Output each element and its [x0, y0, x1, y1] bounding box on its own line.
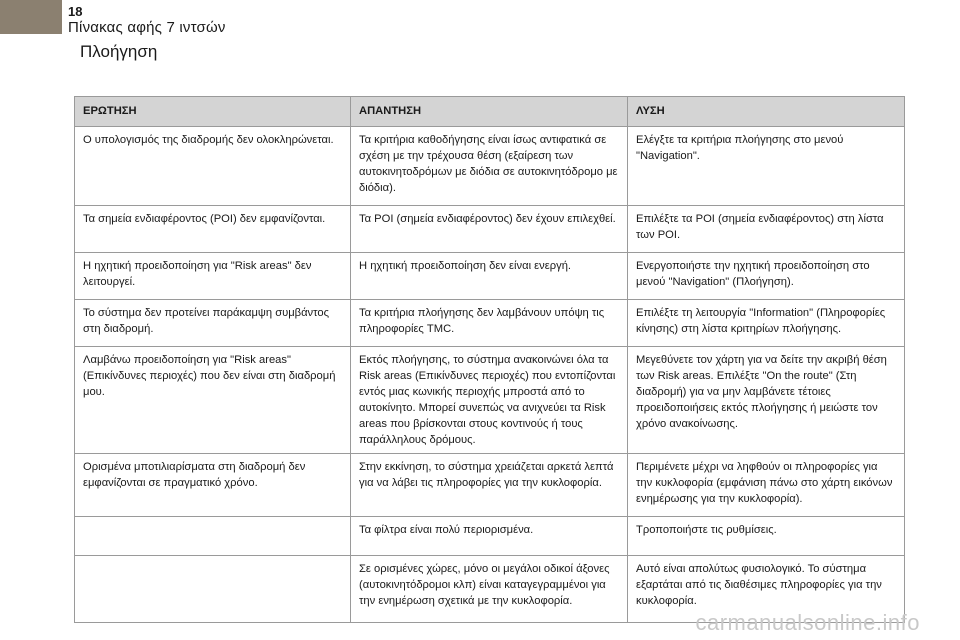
faq-table-container: [74, 96, 904, 623]
question-cell: Ο υπολογισμός της διαδρομής δεν ολοκληρώνεται.: [75, 127, 351, 206]
chapter-color-block: [0, 0, 62, 34]
table-row: [75, 127, 905, 206]
question-cell: Τα σημεία ενδιαφέροντος (POI) δεν εμφανίζονται.: [75, 206, 351, 253]
section-title: Πλοήγηση: [80, 42, 158, 61]
question-cell: Το σύστημα δεν προτείνει παράκαμψη συμβάντος στη διαδρομή.: [75, 300, 351, 347]
table-header-row: [75, 97, 905, 127]
table-row: [75, 253, 905, 300]
question-cell: [75, 556, 351, 623]
watermark: carmanualsonline.info: [695, 610, 920, 635]
column-header-solution: ΛΥΣΗ: [628, 97, 905, 127]
faq-table: [74, 96, 905, 623]
solution-cell: Τροποποιήστε τις ρυθμίσεις.: [628, 517, 905, 556]
answer-cell: Τα κριτήρια πλοήγησης δεν λαμβάνουν υπόψη τις πληροφορίες TMC.: [351, 300, 628, 347]
column-header-answer: ΑΠΑΝΤΗΣΗ: [351, 97, 628, 127]
chapter-title: Πίνακας αφής 7 ιντσών: [68, 19, 226, 36]
question-cell: Λαμβάνω προειδοποίηση για "Risk areas" (Επικίνδυνες περιοχές) που δεν είναι στη διαδρομή μου.: [75, 347, 351, 454]
question-cell: Η ηχητική προειδοποίηση για "Risk areas" δεν λειτουργεί.: [75, 253, 351, 300]
question-cell: [75, 517, 351, 556]
answer-cell: Τα κριτήρια καθοδήγησης είναι ίσως αντιφατικά σε σχέση με την τρέχουσα θέση (εξαίρεση των αυτοκινητοδρόμων με διόδια σε αυτοκινητόδρομο με διόδια).: [351, 127, 628, 206]
solution-cell: Περιμένετε μέχρι να ληφθούν οι πληροφορίες για την κυκλοφορία (εμφάνιση πάνω στο χάρτη εικόνων ενημέρωσης για την κυκλοφορία).: [628, 454, 905, 517]
table-row: [75, 517, 905, 556]
solution-cell: Ελέγξτε τα κριτήρια πλοήγησης στο μενού "Navigation".: [628, 127, 905, 206]
table-row: [75, 300, 905, 347]
page-number: 18: [68, 4, 83, 19]
column-header-question: ΕΡΩΤΗΣΗ: [75, 97, 351, 127]
solution-cell: Αυτό είναι απολύτως φυσιολογικό. Το σύστημα εξαρτάται από τις διαθέσιμες πληροφορίες για την κυκλοφορία.: [628, 556, 905, 623]
answer-cell: Στην εκκίνηση, το σύστημα χρειάζεται αρκετά λεπτά για να λάβει τις πληροφορίες για την κυκλοφορία.: [351, 454, 628, 517]
answer-cell: Η ηχητική προειδοποίηση δεν είναι ενεργή.: [351, 253, 628, 300]
question-cell: Ορισμένα μποτιλιαρίσματα στη διαδρομή δεν εμφανίζονται σε πραγματικό χρόνο.: [75, 454, 351, 517]
solution-cell: Μεγεθύνετε τον χάρτη για να δείτε την ακριβή θέση των Risk areas. Επιλέξτε "On the route" (Στη διαδρομή) για να μην λαμβάνετε τέτοιες προειδοποιήσεις εκτός πλοήγησης ή μειώστε τον χρόνο ανακοίνωσης.: [628, 347, 905, 454]
table-row: [75, 454, 905, 517]
answer-cell: Εκτός πλοήγησης, το σύστημα ανακοινώνει όλα τα Risk areas (Επικίνδυνες περιοχές) που εντοπίζονται εντός μιας κωνικής περιοχής μπροστά από το αυτοκίνητο. Μπορεί συνεπώς να ανιχνεύει τα Risk areas που βρίσκονται στους κοντινούς ή τους παράλληλους δρόμους.: [351, 347, 628, 454]
table-row: [75, 347, 905, 454]
answer-cell: Σε ορισμένες χώρες, μόνο οι μεγάλοι οδικοί άξονες (αυτοκινητόδρομοι κλπ) είναι καταγεγραμμένοι για την ενημέρωση σχετικά με την κυκλοφορία.: [351, 556, 628, 623]
solution-cell: Επιλέξτε τη λειτουργία "Information" (Πληροφορίες κίνησης) στη λίστα κριτηρίων πλοήγησης.: [628, 300, 905, 347]
solution-cell: Επιλέξτε τα POI (σημεία ενδιαφέροντος) στη λίστα των POI.: [628, 206, 905, 253]
solution-cell: Ενεργοποιήστε την ηχητική προειδοποίηση στο μενού "Navigation" (Πλοήγηση).: [628, 253, 905, 300]
answer-cell: Τα POI (σημεία ενδιαφέροντος) δεν έχουν επιλεχθεί.: [351, 206, 628, 253]
answer-cell: Τα φίλτρα είναι πολύ περιορισμένα.: [351, 517, 628, 556]
table-row: [75, 206, 905, 253]
